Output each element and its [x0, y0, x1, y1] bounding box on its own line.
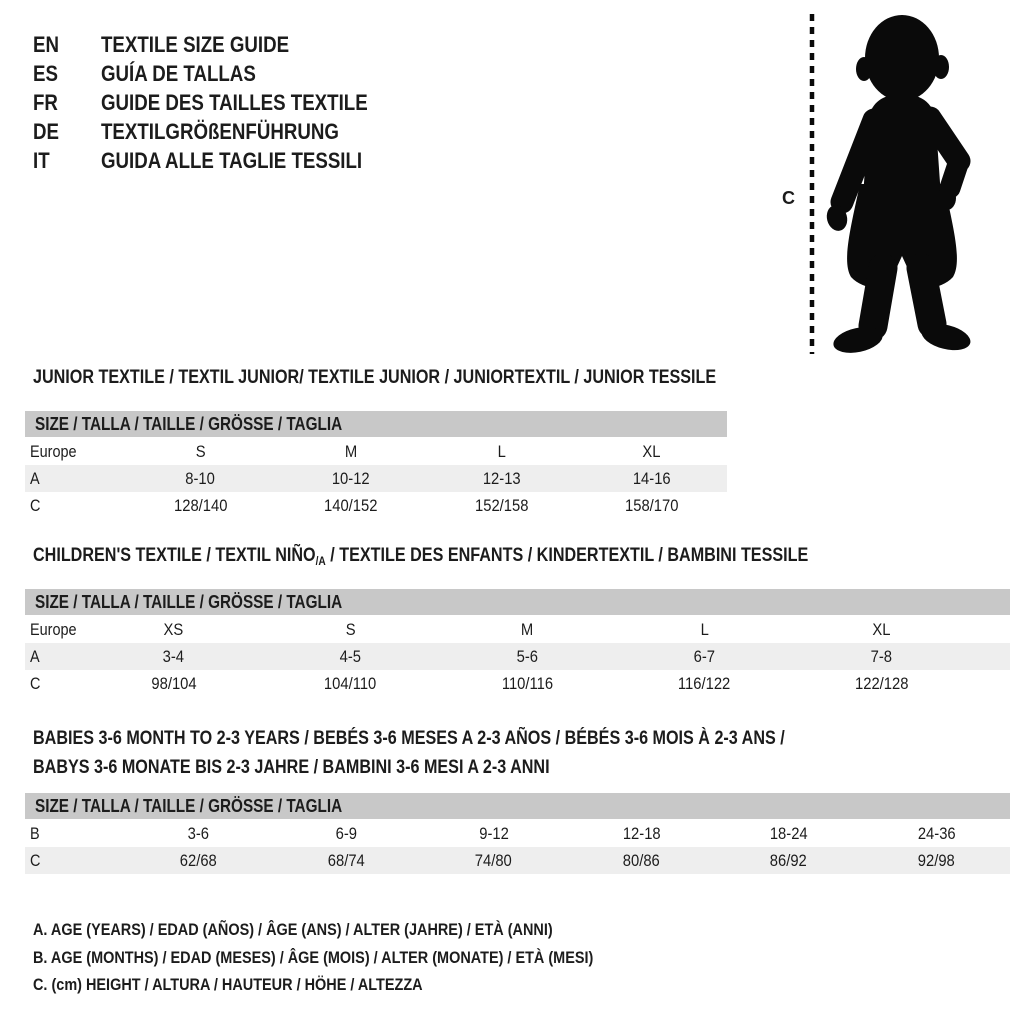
- size-value-cell: 6-7: [693, 646, 716, 666]
- heading-pre: CHILDREN'S TEXTILE / TEXTIL NIÑO: [33, 545, 316, 566]
- section-heading-line2: BABYS 3-6 MONATE BIS 2-3 JAHRE / BAMBINI 3-6 MESI A 2-3 ANNI: [33, 757, 550, 778]
- size-header-bar-babies: [25, 793, 1010, 819]
- language-code: IT: [33, 148, 50, 173]
- language-label: GUIDA ALLE TAGLIE TESSILI: [101, 148, 363, 173]
- size-value-cell: 8-10: [185, 468, 216, 488]
- size-value-cell: M: [521, 619, 534, 639]
- table-row: [25, 616, 1010, 643]
- size-bar-text: SIZE / TALLA / TAILLE / GRÖSSE / TAGLIA: [35, 414, 343, 434]
- figure-area: [780, 6, 1024, 358]
- language-code: EN: [33, 32, 59, 57]
- size-value-cell: 110/116: [501, 673, 554, 693]
- size-header-bar-junior: [25, 411, 727, 437]
- row-label-cell: C: [30, 850, 41, 870]
- spacer-cell: [970, 643, 1010, 670]
- heading-subscript: /A: [315, 554, 326, 568]
- size-value-cell: 128/140: [173, 495, 227, 515]
- toddler-silhouette: [824, 15, 973, 357]
- size-value-cell: XS: [163, 619, 184, 639]
- size-table-children: [25, 616, 1010, 697]
- size-value-cell: 80/86: [622, 850, 660, 870]
- table-row: [25, 492, 727, 519]
- size-value-cell: S: [345, 619, 356, 639]
- size-value-cell: 62/68: [180, 850, 218, 870]
- section-heading-line1: BABIES 3-6 MONTH TO 2-3 YEARS / BEBÉS 3-6 MESES A 2-3 AÑOS / BÉBÉS 3-6 MOIS À 2-3 ANS /: [33, 728, 785, 749]
- size-header-bar-children: [25, 589, 1010, 615]
- size-value-cell: 3-6: [188, 823, 210, 843]
- size-value-cell: 98/104: [150, 673, 197, 693]
- size-value-cell: 9-12: [478, 823, 509, 843]
- size-value-cell: 4-5: [339, 646, 362, 666]
- legend-text-b: B. AGE (MONTHS) / EDAD (MESES) / ÂGE (MOIS) / ALTER (MONATE) / ETÀ (MESI): [33, 947, 594, 967]
- table-row: [25, 670, 1010, 697]
- section-heading-text: JUNIOR TEXTILE / TEXTIL JUNIOR/ TEXTILE JUNIOR / JUNIORTEXTIL / JUNIOR TESSILE: [33, 367, 717, 388]
- legend-line-b: [33, 944, 692, 972]
- language-label: GUIDE DES TAILLES TEXTILE: [101, 90, 368, 115]
- language-row-it: [33, 146, 415, 175]
- size-table-babies: [25, 820, 1010, 874]
- section-heading-babies: [33, 724, 917, 782]
- size-value-cell: 68/74: [327, 850, 365, 870]
- table-row: [25, 438, 727, 465]
- language-label: TEXTILE SIZE GUIDE: [101, 32, 290, 57]
- language-code: DE: [33, 119, 59, 144]
- size-value-cell: M: [344, 441, 357, 461]
- size-value-cell: 152/158: [474, 495, 528, 515]
- row-label-cell: A: [30, 468, 40, 488]
- size-value-cell: 5-6: [516, 646, 539, 666]
- size-value-cell: 140/152: [324, 495, 378, 515]
- section-heading-text: [33, 541, 808, 572]
- spacer-cell: [970, 670, 1010, 697]
- size-value-cell: L: [700, 619, 709, 639]
- size-value-cell: 7-8: [870, 646, 893, 666]
- size-value-cell: 24-36: [917, 823, 956, 843]
- size-value-cell: XL: [642, 441, 661, 461]
- legend-text-c: C. (cm) HEIGHT / ALTURA / HAUTEUR / HÖHE / ALTEZZA: [33, 975, 423, 994]
- table-row: [25, 820, 1010, 847]
- language-label: GUÍA DE TALLAS: [101, 61, 256, 86]
- size-value-cell: 12-18: [622, 823, 661, 843]
- row-label-cell: Europe: [30, 441, 77, 461]
- size-bar-text: SIZE / TALLA / TAILLE / GRÖSSE / TAGLIA: [35, 592, 343, 612]
- size-value-cell: 104/110: [324, 673, 377, 693]
- legend-line-c: [33, 971, 692, 999]
- size-value-cell: 86/92: [770, 850, 808, 870]
- size-value-cell: 92/98: [917, 850, 955, 870]
- section-heading-children: [33, 541, 945, 572]
- language-code: FR: [33, 90, 58, 115]
- table-row: [25, 643, 1010, 670]
- size-value-cell: 10-12: [331, 468, 370, 488]
- size-value-cell: XL: [872, 619, 891, 639]
- row-label-cell: Europe: [30, 619, 77, 639]
- toddler-silhouette-icon: [780, 6, 1024, 358]
- language-code: ES: [33, 61, 58, 86]
- size-table-junior: [25, 438, 727, 519]
- size-value-cell: 122/128: [854, 673, 909, 693]
- size-value-cell: 116/122: [678, 673, 731, 693]
- size-value-cell: 14-16: [632, 468, 671, 488]
- size-value-cell: S: [195, 441, 206, 461]
- size-value-cell: 6-9: [335, 823, 357, 843]
- row-label-cell: B: [30, 823, 40, 843]
- language-row-fr: [33, 88, 415, 117]
- size-value-cell: 74/80: [475, 850, 513, 870]
- language-list: [33, 30, 415, 175]
- row-label-cell: C: [30, 495, 41, 515]
- size-value-cell: 3-4: [162, 646, 185, 666]
- figure-height-label: C: [782, 188, 795, 208]
- legend-text-a: A. AGE (YEARS) / EDAD (AÑOS) / ÂGE (ANS) / ALTER (JAHRE) / ETÀ (ANNI): [33, 920, 553, 939]
- language-row-es: [33, 59, 415, 88]
- legend-line-a: [33, 916, 692, 944]
- table-row: [25, 847, 1010, 874]
- language-label: TEXTILGRÖßENFÜHRUNG: [101, 119, 339, 144]
- spacer-cell: [970, 616, 1010, 643]
- size-value-cell: 18-24: [769, 823, 808, 843]
- size-value-cell: 12-13: [482, 468, 521, 488]
- language-row-en: [33, 30, 415, 59]
- row-label-cell: C: [30, 673, 41, 693]
- language-row-de: [33, 117, 415, 146]
- section-heading-junior: [33, 363, 837, 392]
- row-label-cell: A: [30, 646, 40, 666]
- size-value-cell: 158/170: [625, 495, 679, 515]
- size-bar-text: SIZE / TALLA / TAILLE / GRÖSSE / TAGLIA: [35, 796, 343, 816]
- heading-post: / TEXTILE DES ENFANTS / KINDERTEXTIL / BAMBINI TESSILE: [325, 545, 809, 566]
- table-row: [25, 465, 727, 492]
- legend: [33, 916, 692, 999]
- size-value-cell: L: [497, 441, 506, 461]
